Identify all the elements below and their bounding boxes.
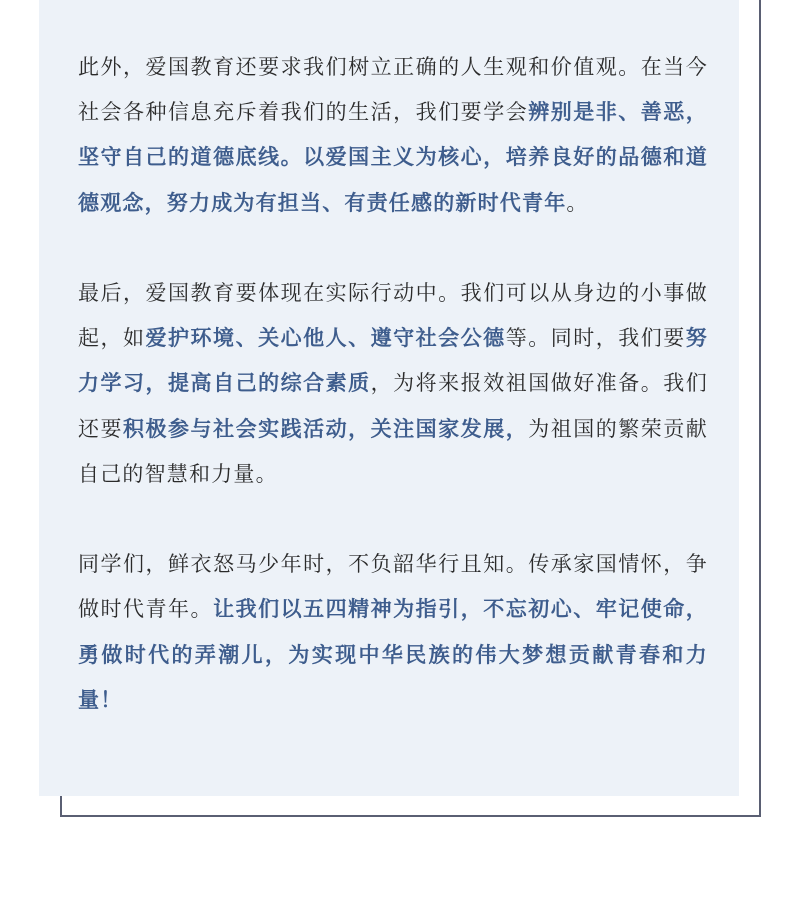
paragraph-practical-action <box>78 271 708 497</box>
highlighted-text-run: 爱护环境、关心他人、遵守社会公德 <box>145 326 506 351</box>
article-body <box>78 45 708 723</box>
text-run: ，为将来报效祖国做好准备。我们还要 <box>78 371 708 441</box>
highlighted-text-run: 辨别是非、善恶，坚守自己的道德底线。以爱国主义为核心，培养良好的品德和道德观念，努力成为有担当、有责任感的新时代青年 <box>78 100 708 215</box>
text-run: 等。同时，我们要 <box>505 326 686 351</box>
text-run: 同学们，鲜衣怒马少年时，不负韶华行且知。传承家国情怀，争做时代青年。 <box>78 552 708 622</box>
text-run: 最后，爱国教育要体现在实际行动中。我们可以从身边的小事做起，如 <box>78 281 708 351</box>
paragraph-closing-call <box>78 542 708 723</box>
highlighted-text-run: 积极参与社会实践活动，关注国家发展， <box>123 416 529 441</box>
highlighted-text-run: 努力学习，提高自己的综合素质 <box>78 326 708 396</box>
text-run: 。 <box>566 190 589 215</box>
paragraph-moral-values <box>78 45 708 226</box>
highlighted-text-run: 让我们以五四精神为指引，不忘初心、牢记使命，勇做时代的弄潮儿，为实现中华民族的伟大梦想贡献青春和力量！ <box>78 597 709 712</box>
text-run: 为祖国的繁荣贡献自己的智慧和力量。 <box>78 416 708 486</box>
text-run: 此外，爱国教育还要求我们树立正确的人生观和价值观。在当今社会各种信息充斥着我们的生活，我们要学会 <box>78 55 708 125</box>
